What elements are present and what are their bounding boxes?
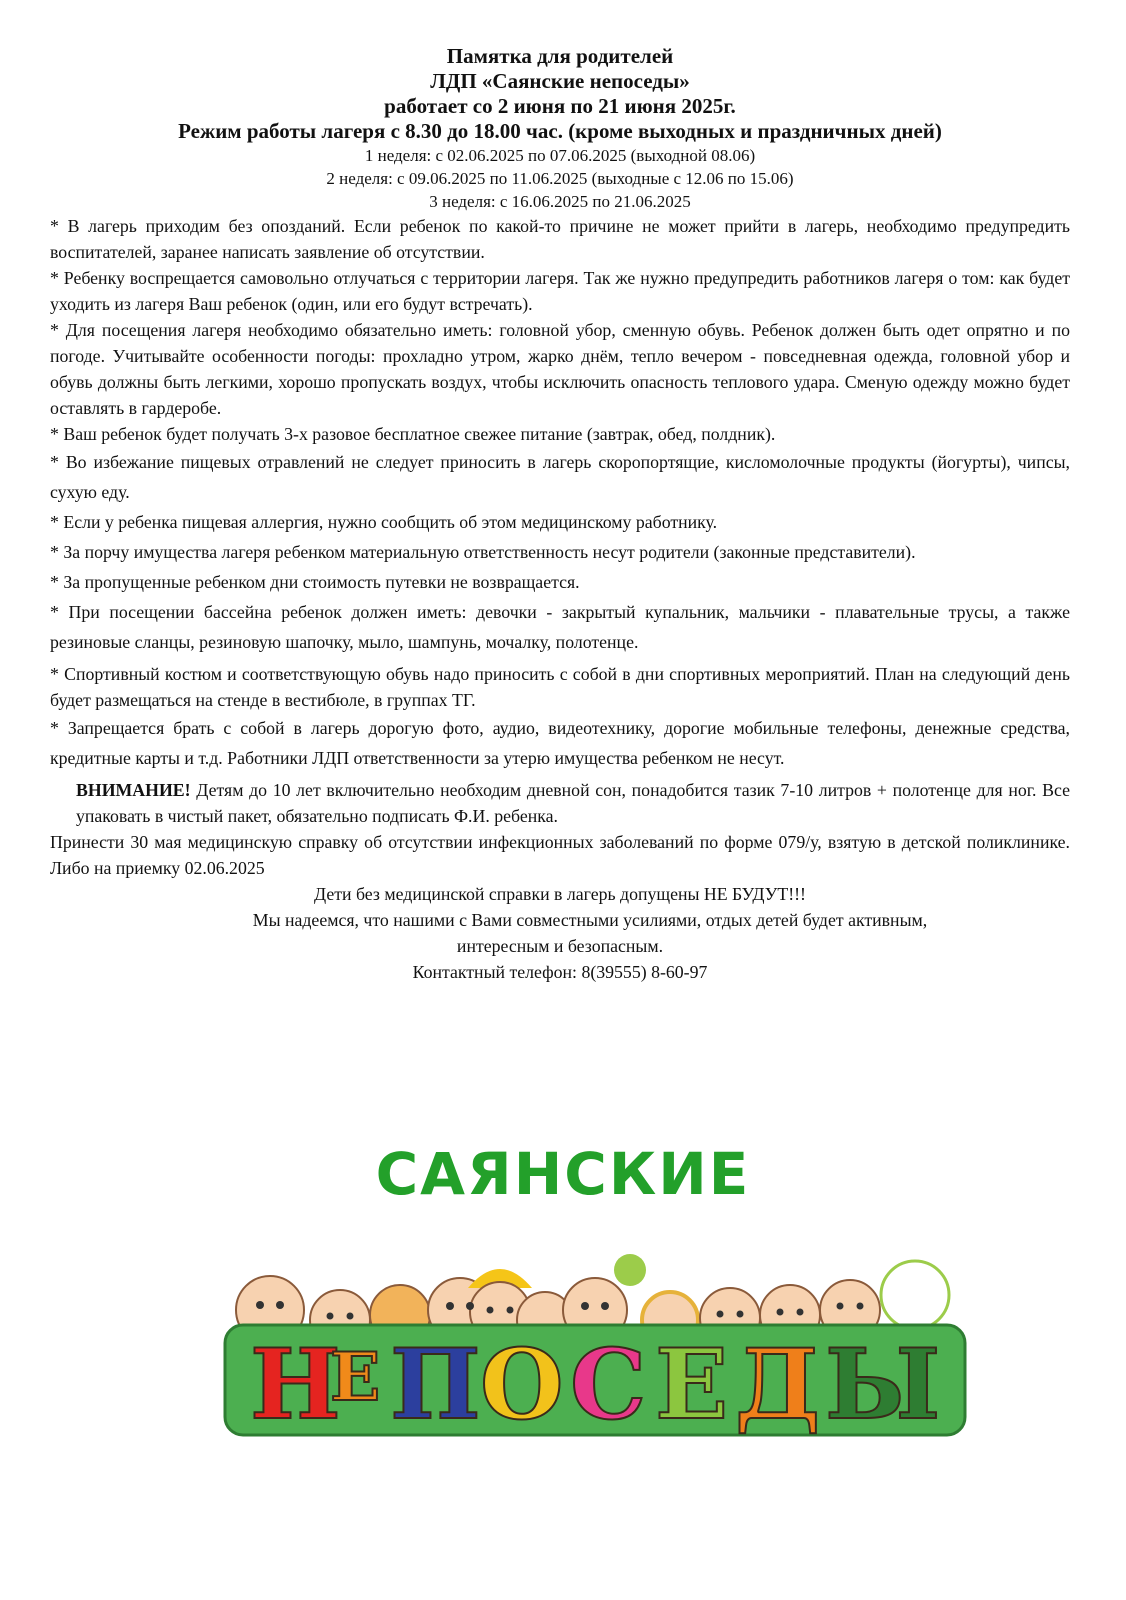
camp-dates: работает со 2 июня по 21 июня 2025г. [384, 94, 736, 118]
notice-page [50, 44, 1070, 985]
attention-note [50, 777, 1070, 829]
title: Памятка для родителей [446, 44, 674, 68]
hope-line-1: Мы надеемся, что нашими с Вами совместными усилиями, отдых детей будет активным, [252, 910, 928, 930]
rule-valuables: * Запрещается брать с собой в лагерь дорогую фото, аудио, видеотехнику, дорогие мобильные телефоны, денежные средства, кредитные карты и т.д. Работники ЛДП ответственности за утерю имущества ребенком не несут. [50, 718, 1070, 768]
hope-line-2: интересным и безопасным. [456, 936, 664, 956]
attention-text: Детям до 10 лет включительно необходим дневной сон, понадобится тазик 7-10 литров + полотенце для ног. Все упаковать в чистый пакет, обязательно подписать Ф.И. ребенка. [76, 780, 1070, 826]
working-hours: Режим работы лагеря с 8.30 до 18.00 час. (кроме выходных и праздничных дней) [178, 119, 942, 143]
week-3: 3 неделя: с 16.06.2025 по 21.06.2025 [429, 192, 691, 211]
rule-meals: * Ваш ребенок будет получать 3-х разовое бесплатное свежее питание (завтрак, обед, полдник). [50, 424, 776, 444]
logo-letter-3: П [390, 1328, 481, 1440]
week-1: 1 неделя: с 02.06.2025 по 07.06.2025 (выходной 08.06) [364, 146, 756, 165]
no-admission-note: Дети без медицинской справки в лагерь допущены НЕ БУДУТ!!! [314, 884, 806, 904]
logo-top-word: САЯНСКИЕ [375, 1140, 751, 1208]
logo-letter-5: С [570, 1328, 647, 1440]
rule-clothing: * Для посещения лагеря необходимо обязательно иметь: головной убор, сменную обувь. Ребенок должен быть одет опрятно и по погоде. Учитывайте особенности погоды: прохладно утром, жарко днём, тепло вечером - повседневная одежда, головной убор и обувь должны быть легкими, хорошо пропускать воздух, чтобы исключить опасность теплового удара. Сменую одежду можно будет оставлять в гардеробе. [50, 320, 1070, 418]
medical-note: Принести 30 мая медицинскую справку об отсутствии инфекционных заболеваний по форме 079/у, взятую в детской поликлинике. Либо на приемку 02.06.2025 [50, 832, 1070, 878]
rule-sports: * Спортивный костюм и соответствующую обувь надо приносить с собой в дни спортивных мероприятий. План на следующий день будет размещаться на стенде в вестибюле, в группах ТГ. [50, 664, 1070, 710]
rule-refund: * За пропущенные ребенком дни стоимость путевки не возвращается. [50, 572, 580, 592]
logo-letter-4: О [480, 1328, 564, 1440]
rule-arrival: * В лагерь приходим без опозданий. Если ребенок по какой-то причине не может прийти в лагерь, необходимо предупредить воспитателей, заранее написать заявление об отсутствии. [50, 216, 1070, 262]
camp-name: ЛДП «Саянские непоседы» [430, 69, 690, 93]
logo-letter-1: Н [250, 1328, 341, 1440]
logo-letter-2: Е [330, 1338, 381, 1416]
rule-pool: * При посещении бассейна ребенок должен иметь: девочки - закрытый купальник, мальчики - плавательные трусы, а также резиновые сланцы, резиновую шапочку, мыло, шампунь, мочалку, полотенце. [50, 602, 1070, 652]
attention-label: ВНИМАНИЕ! [76, 780, 191, 800]
rule-allergy: * Если у ребенка пищевая аллергия, нужно сообщить об этом медицинскому работнику. [50, 512, 718, 532]
camp-logo [200, 1240, 980, 1440]
rule-leaving: * Ребенку воспрещается самовольно отлучаться с территории лагеря. Так же нужно предупредить работников лагеря о том: как будет уходить из лагеря Ваш ребенок (один, или его будут встречать). [50, 268, 1070, 314]
logo-letter-7: Д [735, 1328, 821, 1440]
logo-letter-6: Е [655, 1328, 729, 1440]
rule-food: * Во избежание пищевых отравлений не следует приносить в лагерь скоропортящие, кисломолочные продукты (йогурты), чипсы, сухую еду. [50, 452, 1070, 502]
week-2: 2 неделя: с 09.06.2025 по 11.06.2025 (выходные с 12.06 по 15.06) [326, 169, 794, 188]
logo-letter-8: Ы [825, 1328, 941, 1440]
contact-phone: Контактный телефон: 8(39555) 8-60-97 [412, 962, 708, 982]
rule-property: * За порчу имущества лагеря ребенком материальную ответственность несут родители (законные представители). [50, 542, 916, 562]
